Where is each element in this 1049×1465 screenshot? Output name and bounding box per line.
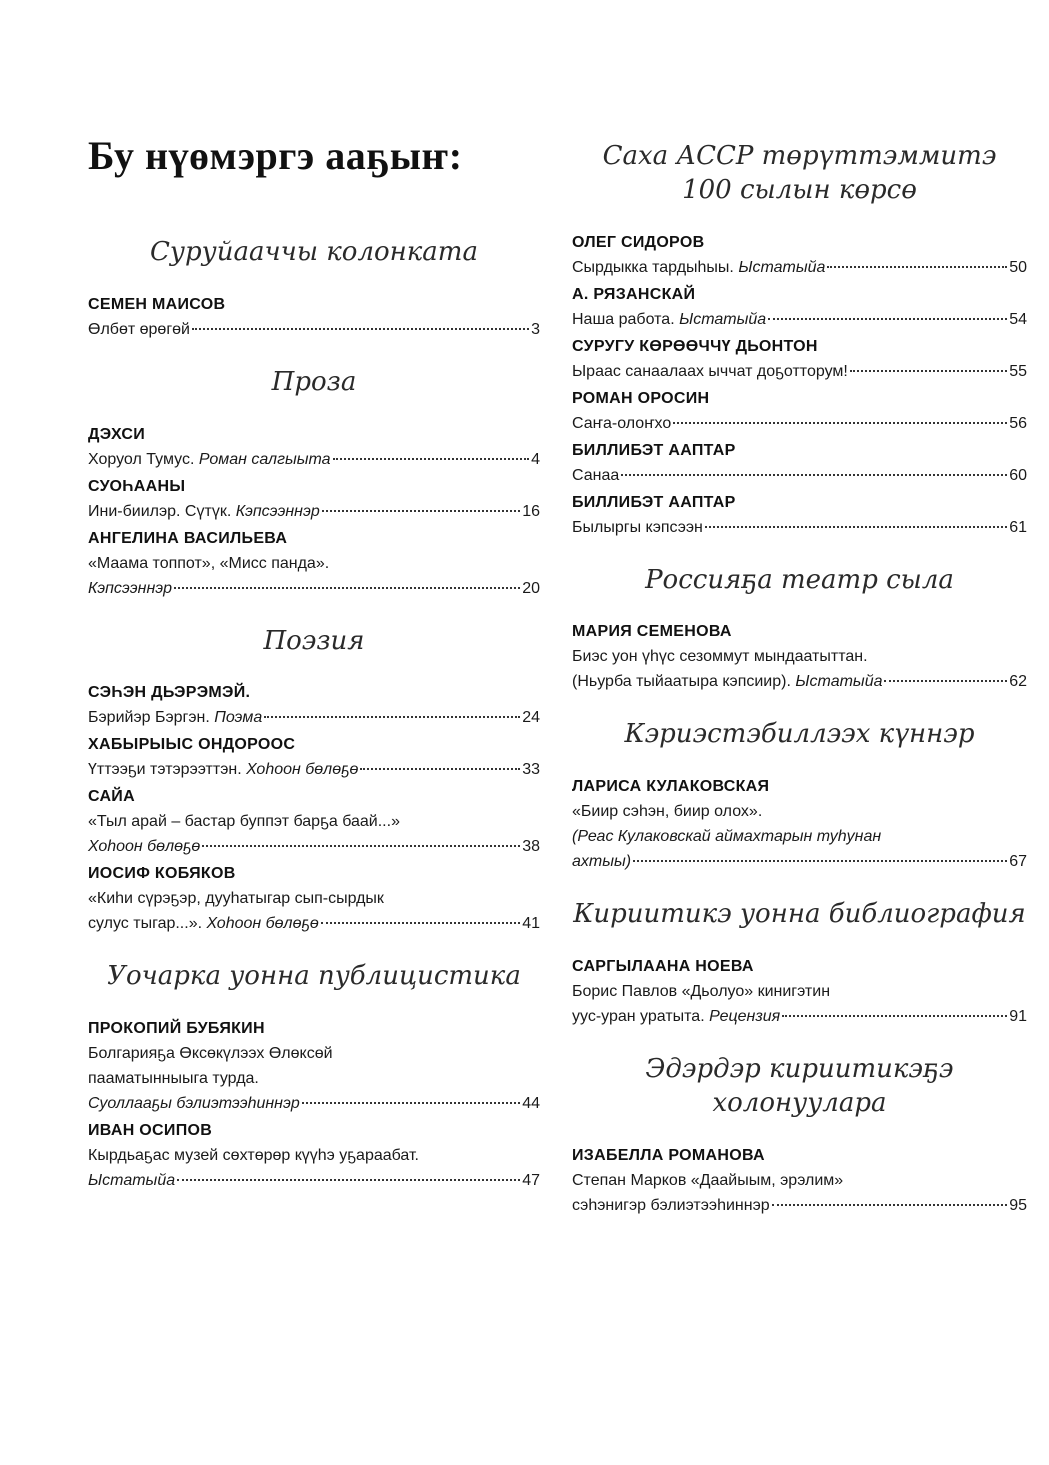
entry-author: СЭҺЭН ДЬЭРЭМЭЙ. — [88, 684, 251, 702]
entry-page-line — [88, 1091, 540, 1116]
entry-author: ИВАН ОСИПОВ — [88, 1122, 213, 1140]
right-column — [572, 140, 1027, 1242]
entry-title — [88, 1168, 175, 1193]
dot-leader — [772, 1204, 1008, 1206]
page-number: 67 — [1009, 853, 1027, 871]
entry-title — [572, 849, 631, 874]
page-number: 16 — [522, 502, 540, 520]
page-number: 41 — [522, 915, 540, 933]
toc-section — [88, 960, 540, 1193]
entry-title-line: «Биир сэһэн, биир олох». — [572, 803, 763, 821]
entry-author: САРГЫЛААНА НОЕВА — [572, 957, 754, 975]
section-heading: Россияҕа театр сыла — [645, 564, 954, 595]
entry-author: ИЗАБЕЛЛА РОМАНОВА — [572, 1146, 765, 1164]
entry-author: ЛАРИСА КУЛАКОВСКАЯ — [572, 778, 770, 796]
toc-entry — [572, 1143, 1027, 1218]
entry-author: СУОҺААНЫ — [88, 477, 186, 495]
entry-genre: Хоһоон бөлөҕө — [88, 838, 201, 856]
entry-page-line — [88, 757, 540, 782]
entry-page-line — [88, 499, 540, 524]
entry-title — [88, 705, 262, 730]
entry-author: БИЛЛИБЭТ ААПТАР — [572, 441, 736, 459]
page-number: 56 — [1009, 414, 1027, 432]
dot-leader — [782, 1015, 1007, 1017]
dot-leader — [321, 922, 520, 924]
entry-genre: ахтыы) — [572, 853, 632, 871]
entry-title-line: «Тыл арай – бастар буппэт барҕа баай...» — [88, 813, 400, 831]
dot-leader — [360, 768, 520, 770]
toc-entry — [572, 774, 1027, 874]
entry-genre: Кэпсээннэр — [235, 502, 320, 520]
entry-title — [88, 834, 200, 859]
entry-title-line: Борис Павлов «Дьолуо» кинигэтин — [572, 982, 831, 1000]
page-number: 91 — [1009, 1007, 1027, 1025]
entry-title-text: Ини-биилэр. Сүтүк. — [88, 502, 236, 520]
dot-leader — [333, 458, 530, 460]
toc-entry — [572, 334, 1027, 384]
entry-author: ИОСИФ КОБЯКОВ — [88, 865, 236, 883]
page-number: 62 — [1009, 673, 1027, 691]
toc-entry — [88, 732, 540, 782]
entry-title — [572, 515, 703, 540]
entry-page-line — [572, 255, 1027, 280]
entry-author: СЕМЕН МАИСОВ — [88, 295, 226, 313]
entry-title — [88, 911, 319, 936]
entry-genre: Ыстатыйа — [88, 1172, 176, 1190]
dot-leader — [322, 510, 520, 512]
section-heading: Саха АССР төрүттэммитэ 100 сылын көрсө — [602, 141, 997, 205]
entry-genre: Рецензия — [709, 1007, 781, 1025]
entry-title-text: Саҥа-олоҥхо — [572, 414, 672, 432]
entry-author: А. РЯЗАНСКАЙ — [572, 285, 696, 303]
entry-page-line — [572, 463, 1027, 488]
dot-leader — [192, 328, 529, 330]
dot-leader — [302, 1102, 520, 1104]
toc-section — [88, 236, 540, 342]
entry-author: БИЛЛИБЭТ ААПТАР — [572, 493, 736, 511]
entry-genre: Роман салгыыта — [198, 450, 331, 468]
entry-author: АНГЕЛИНА ВАСИЛЬЕВА — [88, 529, 288, 547]
entry-genre: Хоһоон бөлөҕө — [246, 761, 359, 779]
dot-leader — [705, 526, 1007, 528]
toc-entry — [572, 619, 1027, 694]
entry-title — [88, 317, 190, 342]
entry-page-line — [88, 317, 540, 342]
entry-genre: Ыстатыйа — [679, 310, 767, 328]
entry-genre: Суоллааҕы бэлиэтээһиннэр — [88, 1095, 300, 1113]
entry-page-line — [572, 1004, 1027, 1029]
entry-title-text: сэһэнигэр бэлиэтээһиннэр — [572, 1196, 770, 1214]
page-number: 54 — [1009, 310, 1027, 328]
page-number: 55 — [1009, 362, 1027, 380]
entry-page-line — [572, 411, 1027, 436]
entry-title-text: Былыргы кэпсээн — [572, 518, 703, 536]
entry-page-line — [88, 1168, 540, 1193]
entry-author: РОМАН ОРОСИН — [572, 389, 710, 407]
entry-title — [572, 463, 619, 488]
dot-leader — [621, 474, 1007, 476]
entry-title-text: (Ньурба тыйаатыра кэпсиир). — [572, 673, 796, 691]
entry-title-line: Биэс уон үһүс сезоммут мындаатыттан. — [572, 648, 868, 666]
toc-entry — [88, 784, 540, 859]
entry-title — [88, 499, 320, 524]
entry-title-line: «Маама топпот», «Мисс панда». — [88, 554, 330, 572]
entry-title — [88, 447, 331, 472]
entry-title-text: уус-уран уратыта. — [572, 1007, 710, 1025]
entry-page-line — [88, 911, 540, 936]
toc-entry — [572, 282, 1027, 332]
toc-entry — [572, 386, 1027, 436]
entry-title-line: пааматынныыга турда. — [88, 1070, 259, 1088]
toc-section — [572, 140, 1027, 540]
dot-leader — [673, 422, 1007, 424]
entry-page-line — [572, 1193, 1027, 1218]
entry-page-line — [88, 834, 540, 859]
dot-leader — [174, 587, 520, 589]
entry-title — [572, 359, 848, 384]
page-number: 44 — [522, 1095, 540, 1113]
toc-section — [572, 1053, 1027, 1218]
entry-title — [572, 1004, 780, 1029]
page-number: 3 — [531, 320, 540, 338]
dot-leader — [264, 716, 520, 718]
entry-title-text: сулус тыгар...». — [88, 915, 207, 933]
toc-entry — [88, 526, 540, 601]
entry-title — [572, 669, 882, 694]
toc-entry — [88, 422, 540, 472]
entry-genre: Ыстатыйа — [795, 673, 883, 691]
section-heading: Суруйааччы колонката — [150, 237, 478, 267]
entry-author: СУРУГУ КӨРӨӨЧЧҮ ДЬОНТОН — [572, 337, 818, 355]
page-number: 60 — [1009, 466, 1027, 484]
page-number: 38 — [522, 838, 540, 856]
entry-page-line — [572, 307, 1027, 332]
entry-title-text: Санаа — [572, 466, 620, 484]
toc-entry — [572, 490, 1027, 540]
entry-title-line: (Реас Кулаковскай аймахтарын туһунан — [572, 828, 882, 846]
dot-leader — [850, 370, 1007, 372]
left-column — [88, 236, 540, 1217]
page-number: 33 — [522, 761, 540, 779]
page-number: 24 — [522, 709, 540, 727]
toc-entry — [88, 1016, 540, 1116]
entry-title-text: Сырдыкка тардыһыы. — [572, 258, 739, 276]
page-number: 20 — [522, 579, 540, 597]
entry-title — [572, 1193, 770, 1218]
page-number: 50 — [1009, 258, 1027, 276]
entry-title — [88, 757, 358, 782]
entry-title-text: Наша работа. — [572, 310, 680, 328]
toc-entry — [572, 230, 1027, 280]
toc-entry — [88, 861, 540, 936]
page-number: 4 — [531, 450, 540, 468]
entry-genre: Поэма — [214, 709, 263, 727]
page-number: 61 — [1009, 518, 1027, 536]
entry-title-line: Болгарияҕа Өксөкүлээх Өлөксөй — [88, 1045, 333, 1063]
entry-title-text: Өлбөт өрөгөй — [88, 320, 190, 338]
entry-author: САЙА — [88, 788, 135, 806]
toc-section — [88, 625, 540, 937]
entry-author: ДЭХСИ — [88, 425, 145, 443]
entry-title — [572, 411, 671, 436]
section-heading: Кэриэстэбиллээх күннэр — [624, 719, 975, 750]
dot-leader — [202, 845, 520, 847]
dot-leader — [768, 318, 1007, 320]
entry-author: ОЛЕГ СИДОРОВ — [572, 233, 705, 251]
entry-title-line: Степан Марков «Даайыым, эрэлим» — [572, 1171, 844, 1189]
section-heading: Поэзия — [263, 625, 365, 656]
entry-page-line — [88, 576, 540, 601]
toc-entry — [88, 292, 540, 342]
entry-page-line — [88, 705, 540, 730]
entry-page-line — [572, 359, 1027, 384]
entry-title-text: Ыраас санаалаах ыччат доҕотторум! — [572, 362, 848, 380]
entry-title — [572, 307, 766, 332]
page-number: 47 — [522, 1172, 540, 1190]
entry-title-line: «Киһи сүрэҕэр, дууһатыгар сып-сырдык — [88, 890, 384, 908]
entry-genre: Кэпсээннэр — [88, 579, 173, 597]
page-number: 95 — [1009, 1196, 1027, 1214]
entry-title-text: Хоруол Тумус. — [88, 450, 199, 468]
page-title: Бу нүөмэргэ ааҕыҥ: — [88, 133, 463, 178]
entry-title-text: Үттээҕи тэтэрээттэн. — [88, 761, 247, 779]
toc-entry — [88, 474, 540, 524]
toc-entry — [572, 954, 1027, 1029]
section-heading: Уочарка уонна публицистика — [107, 961, 521, 992]
entry-title — [572, 255, 825, 280]
entry-author: ХАБЫРЫЫС ОНДОРООС — [88, 736, 296, 754]
dot-leader — [884, 680, 1007, 682]
toc-section — [572, 718, 1027, 874]
toc-section — [88, 366, 540, 601]
toc-section — [572, 564, 1027, 695]
entry-genre: Хоһоон бөлөҕө — [206, 915, 319, 933]
section-heading: Проза — [271, 366, 357, 397]
dot-leader — [633, 860, 1007, 862]
entry-title-text: Бэрийэр Бэргэн. — [88, 709, 215, 727]
dot-leader — [177, 1179, 520, 1181]
entry-title — [88, 1091, 300, 1116]
dot-leader — [827, 266, 1007, 268]
entry-page-line — [572, 849, 1027, 874]
section-heading: Кириитикэ уонна библиография — [573, 899, 1026, 930]
entry-title — [88, 576, 172, 601]
toc-section — [572, 898, 1027, 1029]
toc-entry — [88, 1118, 540, 1193]
entry-author: МАРИЯ СЕМЕНОВА — [572, 623, 732, 641]
entry-page-line — [572, 669, 1027, 694]
toc-entry — [88, 680, 540, 730]
entry-page-line — [572, 515, 1027, 540]
toc-entry — [572, 438, 1027, 488]
entry-page-line — [88, 447, 540, 472]
entry-title-line: Кырдьаҕас музей сөхтөрөр күүһэ уҕараабат. — [88, 1147, 419, 1165]
section-heading: Эдэрдэр кириитикэҕэ холонуулара — [645, 1053, 954, 1118]
entry-author: ПРОКОПИЙ БУБЯКИН — [88, 1020, 265, 1038]
entry-genre: Ыстатыйа — [738, 258, 826, 276]
